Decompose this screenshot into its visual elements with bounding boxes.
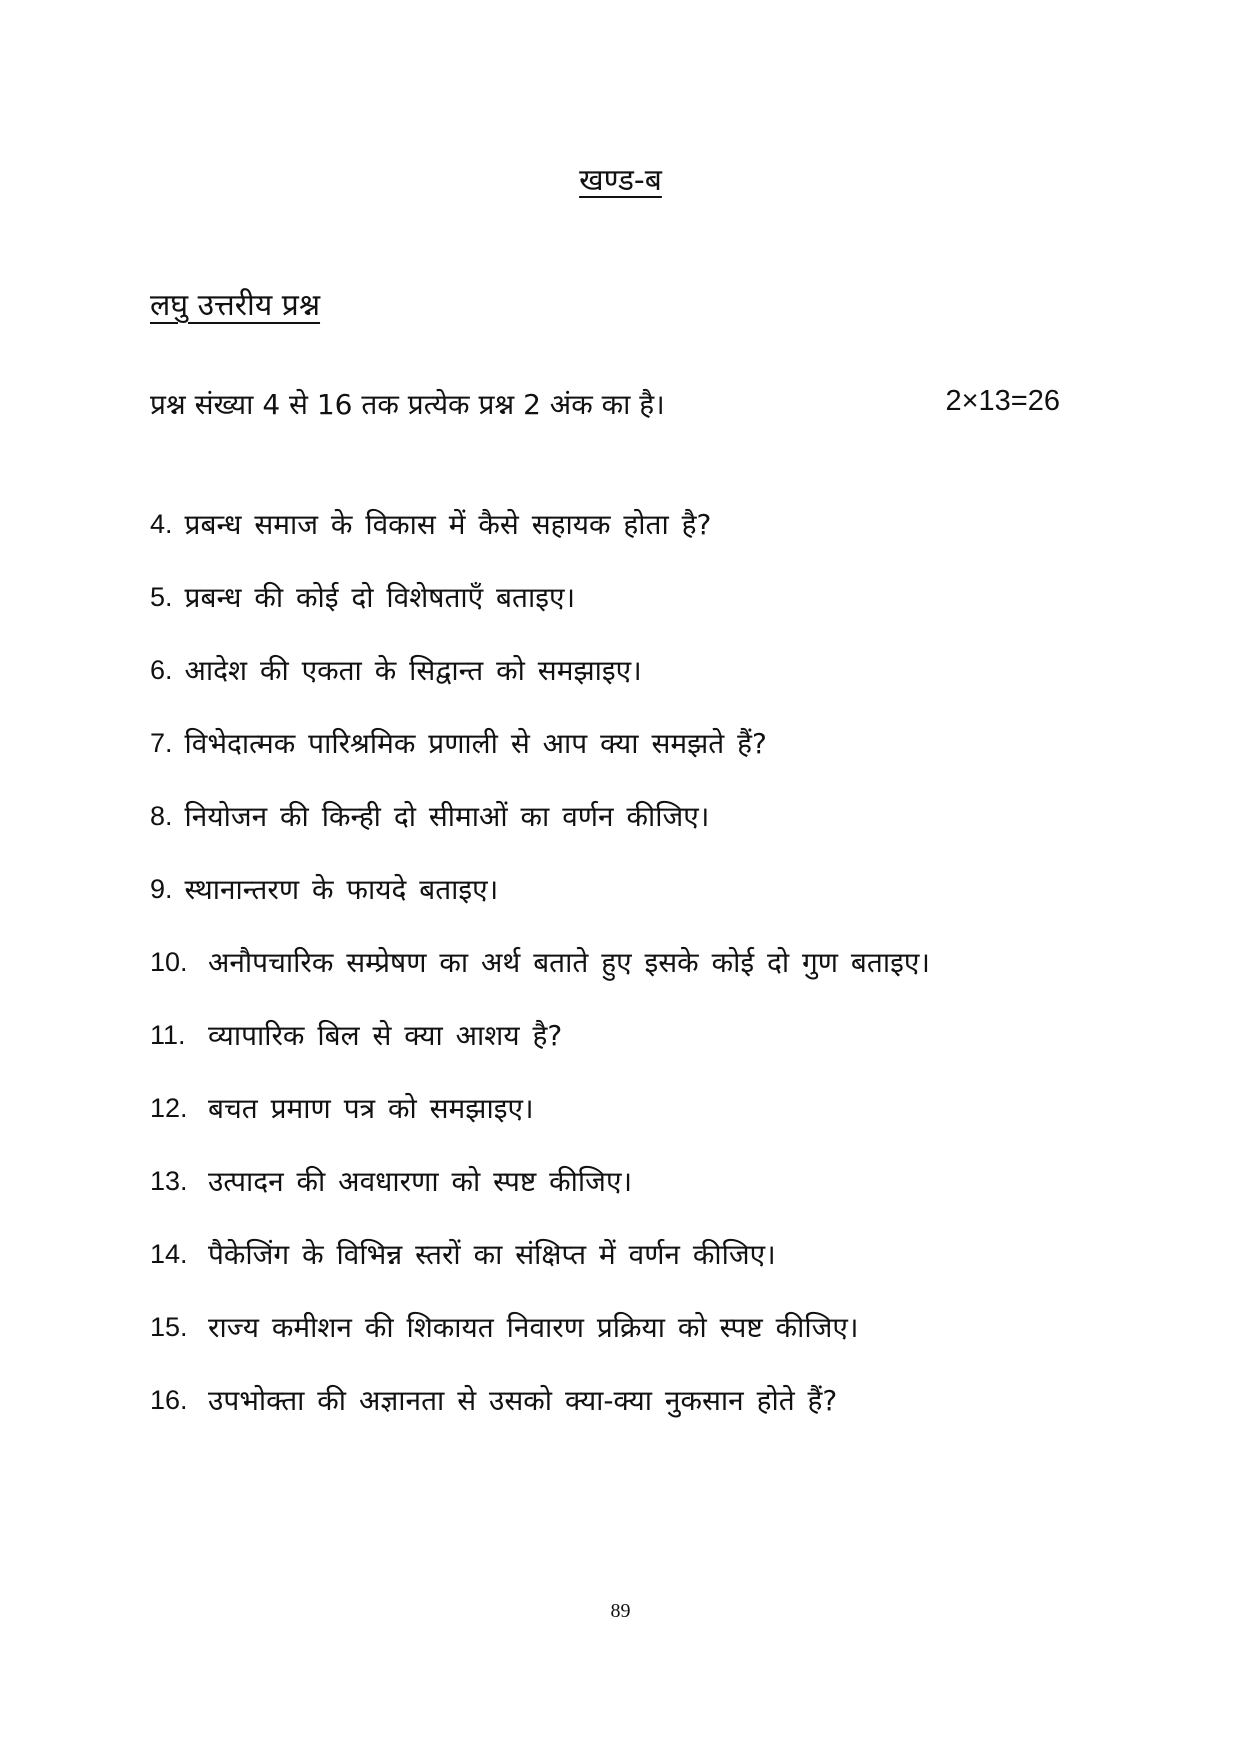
question-number: 16.	[150, 1385, 188, 1415]
question-item	[150, 488, 1110, 561]
question-item	[150, 561, 1110, 634]
question-item	[150, 999, 1110, 1072]
question-number: 15.	[150, 1312, 188, 1342]
question-item	[150, 926, 1110, 999]
question-number: 8.	[150, 801, 173, 831]
question-item	[150, 853, 1110, 926]
page-number: 89	[610, 1600, 631, 1622]
question-number: 9.	[150, 874, 173, 904]
question-text: उपभोक्ता की अज्ञानता से उसको क्या-क्या नुकसान होते हैं?	[208, 1384, 838, 1417]
instruction-text: प्रश्न संख्या 4 से 16 तक प्रत्येक प्रश्न 2 अंक का है।	[150, 388, 665, 421]
question-text: प्रबन्ध समाज के विकास में कैसे सहायक होता है?	[184, 508, 712, 541]
sub-heading: लघु उत्तरीय प्रश्न	[150, 288, 321, 323]
question-list	[150, 488, 1110, 1437]
question-item	[150, 1072, 1110, 1145]
question-text: नियोजन की किन्ही दो सीमाओं का वर्णन कीजिए।	[184, 800, 710, 833]
marks-total: 2×13=26	[945, 385, 1060, 417]
question-number: 10.	[150, 947, 188, 977]
question-item	[150, 634, 1110, 707]
question-text: उत्पादन की अवधारणा को स्पष्ट कीजिए।	[208, 1165, 633, 1198]
question-text: राज्य कमीशन की शिकायत निवारण प्रक्रिया को स्पष्ट कीजिए।	[208, 1311, 859, 1344]
question-text: बचत प्रमाण पत्र को समझाइए।	[208, 1092, 534, 1125]
question-item	[150, 1218, 1110, 1291]
question-text: स्थानान्तरण के फायदे बताइए।	[184, 873, 499, 906]
question-number: 7.	[150, 728, 173, 758]
question-number: 13.	[150, 1166, 188, 1196]
question-text: व्यापारिक बिल से क्या आशय है?	[208, 1019, 563, 1052]
question-number: 4.	[150, 509, 173, 539]
question-number: 11.	[150, 1020, 186, 1050]
question-item	[150, 707, 1110, 780]
question-text: पैकेजिंग के विभिन्न स्तरों का संक्षिप्त में वर्णन कीजिए।	[208, 1238, 776, 1271]
question-item	[150, 1364, 1110, 1437]
question-item	[150, 1145, 1110, 1218]
question-text: अनौपचारिक सम्प्रेषण का अर्थ बताते हुए इसके कोई दो गुण बताइए।	[208, 946, 930, 979]
question-text: विभेदात्मक पारिश्रमिक प्रणाली से आप क्या समझते हैं?	[184, 727, 767, 760]
instruction-line	[150, 385, 1060, 423]
question-text: प्रबन्ध की कोई दो विशेषताएँ बताइए।	[184, 581, 576, 614]
question-number: 14.	[150, 1239, 188, 1269]
section-title: खण्ड-ब	[579, 163, 662, 198]
question-item	[150, 1291, 1110, 1364]
question-item	[150, 780, 1110, 853]
question-number: 12.	[150, 1093, 188, 1123]
question-number: 5.	[150, 582, 173, 612]
question-number: 6.	[150, 655, 173, 685]
question-text: आदेश की एकता के सिद्वान्त को समझाइए।	[184, 654, 642, 687]
